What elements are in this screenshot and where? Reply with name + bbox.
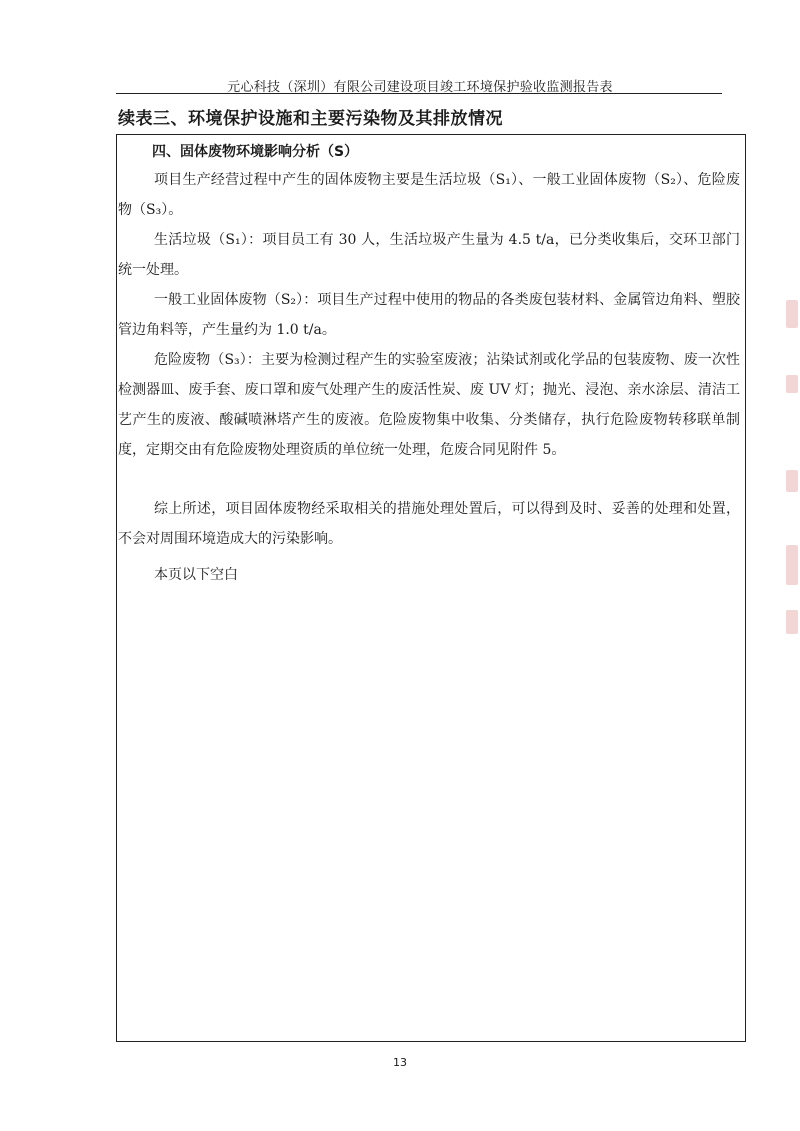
seal-mark <box>786 375 798 393</box>
subheading: 四、固体废物环境影响分析（S） <box>152 144 359 160</box>
paragraph-industrial-waste: 一般工业固体废物（S₂）：项目生产过程中使用的物品的各类废包装材料、金属管边角料、塑胶管边角料等，产生量约为 1.0 t/a。 <box>118 292 740 338</box>
seal-mark <box>786 545 798 585</box>
seal-mark <box>786 470 798 492</box>
paragraph-summary: 综上所述，项目固体废物经采取相关的措施处理处置后，可以得到及时、妥善的处理和处置，不会对周围环境造成大的污染影响。 <box>118 501 740 547</box>
paragraph-hazardous-waste: 危险废物（S₃）：主要为检测过程产生的实验室废液；沾染试剂或化学品的包装废物、废一次性检测器皿、废手套、废口罩和废气处理产生的废活性炭、废 UV 灯；抛光、浸泡、亲水涂层、清洁工艺产生的废液、酸碱喷淋塔产生的废液。危险废物集中收集、分类储存，执行危险废物转移联单制度，定期交由有危险废物处理资质的单位统一处理，危废合同见附件 5。 <box>118 352 740 458</box>
blank-page-note: 本页以下空白 <box>154 567 238 583</box>
header-divider <box>116 93 722 94</box>
seal-mark <box>786 610 798 634</box>
paragraph-domestic-waste: 生活垃圾（S₁）：项目员工有 30 人，生活垃圾产生量为 4.5 t/a，已分类收集后，交环卫部门统一处理。 <box>118 232 740 278</box>
section-title: 续表三、环境保护设施和主要污染物及其排放情况 <box>118 109 503 129</box>
paragraph-intro: 项目生产经营过程中产生的固体废物主要是生活垃圾（S₁）、一般工业固体废物（S₂）、危险废物（S₃）。 <box>118 172 740 218</box>
document-header: 元心科技（深圳）有限公司建设项目竣工环境保护验收监测报告表 <box>227 80 613 95</box>
seal-mark <box>786 300 798 328</box>
page-number: 13 <box>393 1056 407 1069</box>
